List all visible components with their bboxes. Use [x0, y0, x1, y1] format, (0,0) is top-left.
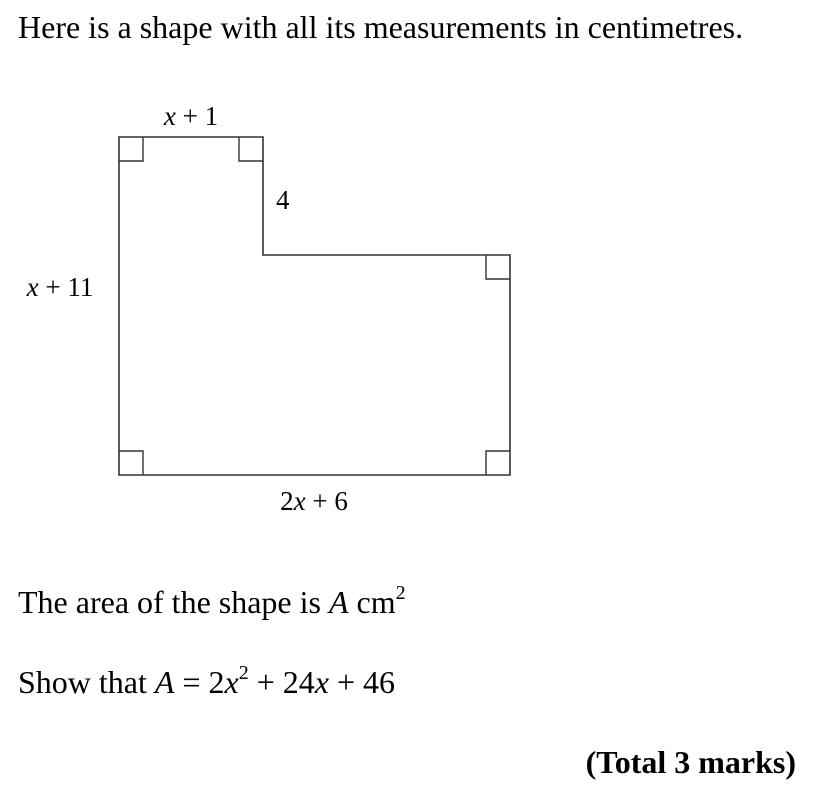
- area-statement: The area of the shape is A $cm^2$: [18, 582, 406, 620]
- right-angle-top-right: [239, 137, 263, 161]
- question-intro: Here is a shape with all its measurements in centimetres.: [18, 9, 744, 45]
- label-bottom-width: 2x + 6: [280, 486, 348, 516]
- l-shape-outline: [119, 137, 510, 475]
- label-left-height: x + 11: [26, 272, 94, 302]
- show-that-statement: Show that $A = 2x^2 + 24x + 46$: [18, 662, 395, 700]
- right-angle-bottom-right: [486, 451, 510, 475]
- label-step-height: 4: [276, 185, 290, 215]
- right-angle-top-left: [119, 137, 143, 161]
- total-marks: (Total 3 marks): [585, 744, 796, 780]
- right-angle-step: [486, 255, 510, 279]
- right-angle-bottom-left: [119, 451, 143, 475]
- label-top-width: x + 1: [163, 101, 219, 131]
